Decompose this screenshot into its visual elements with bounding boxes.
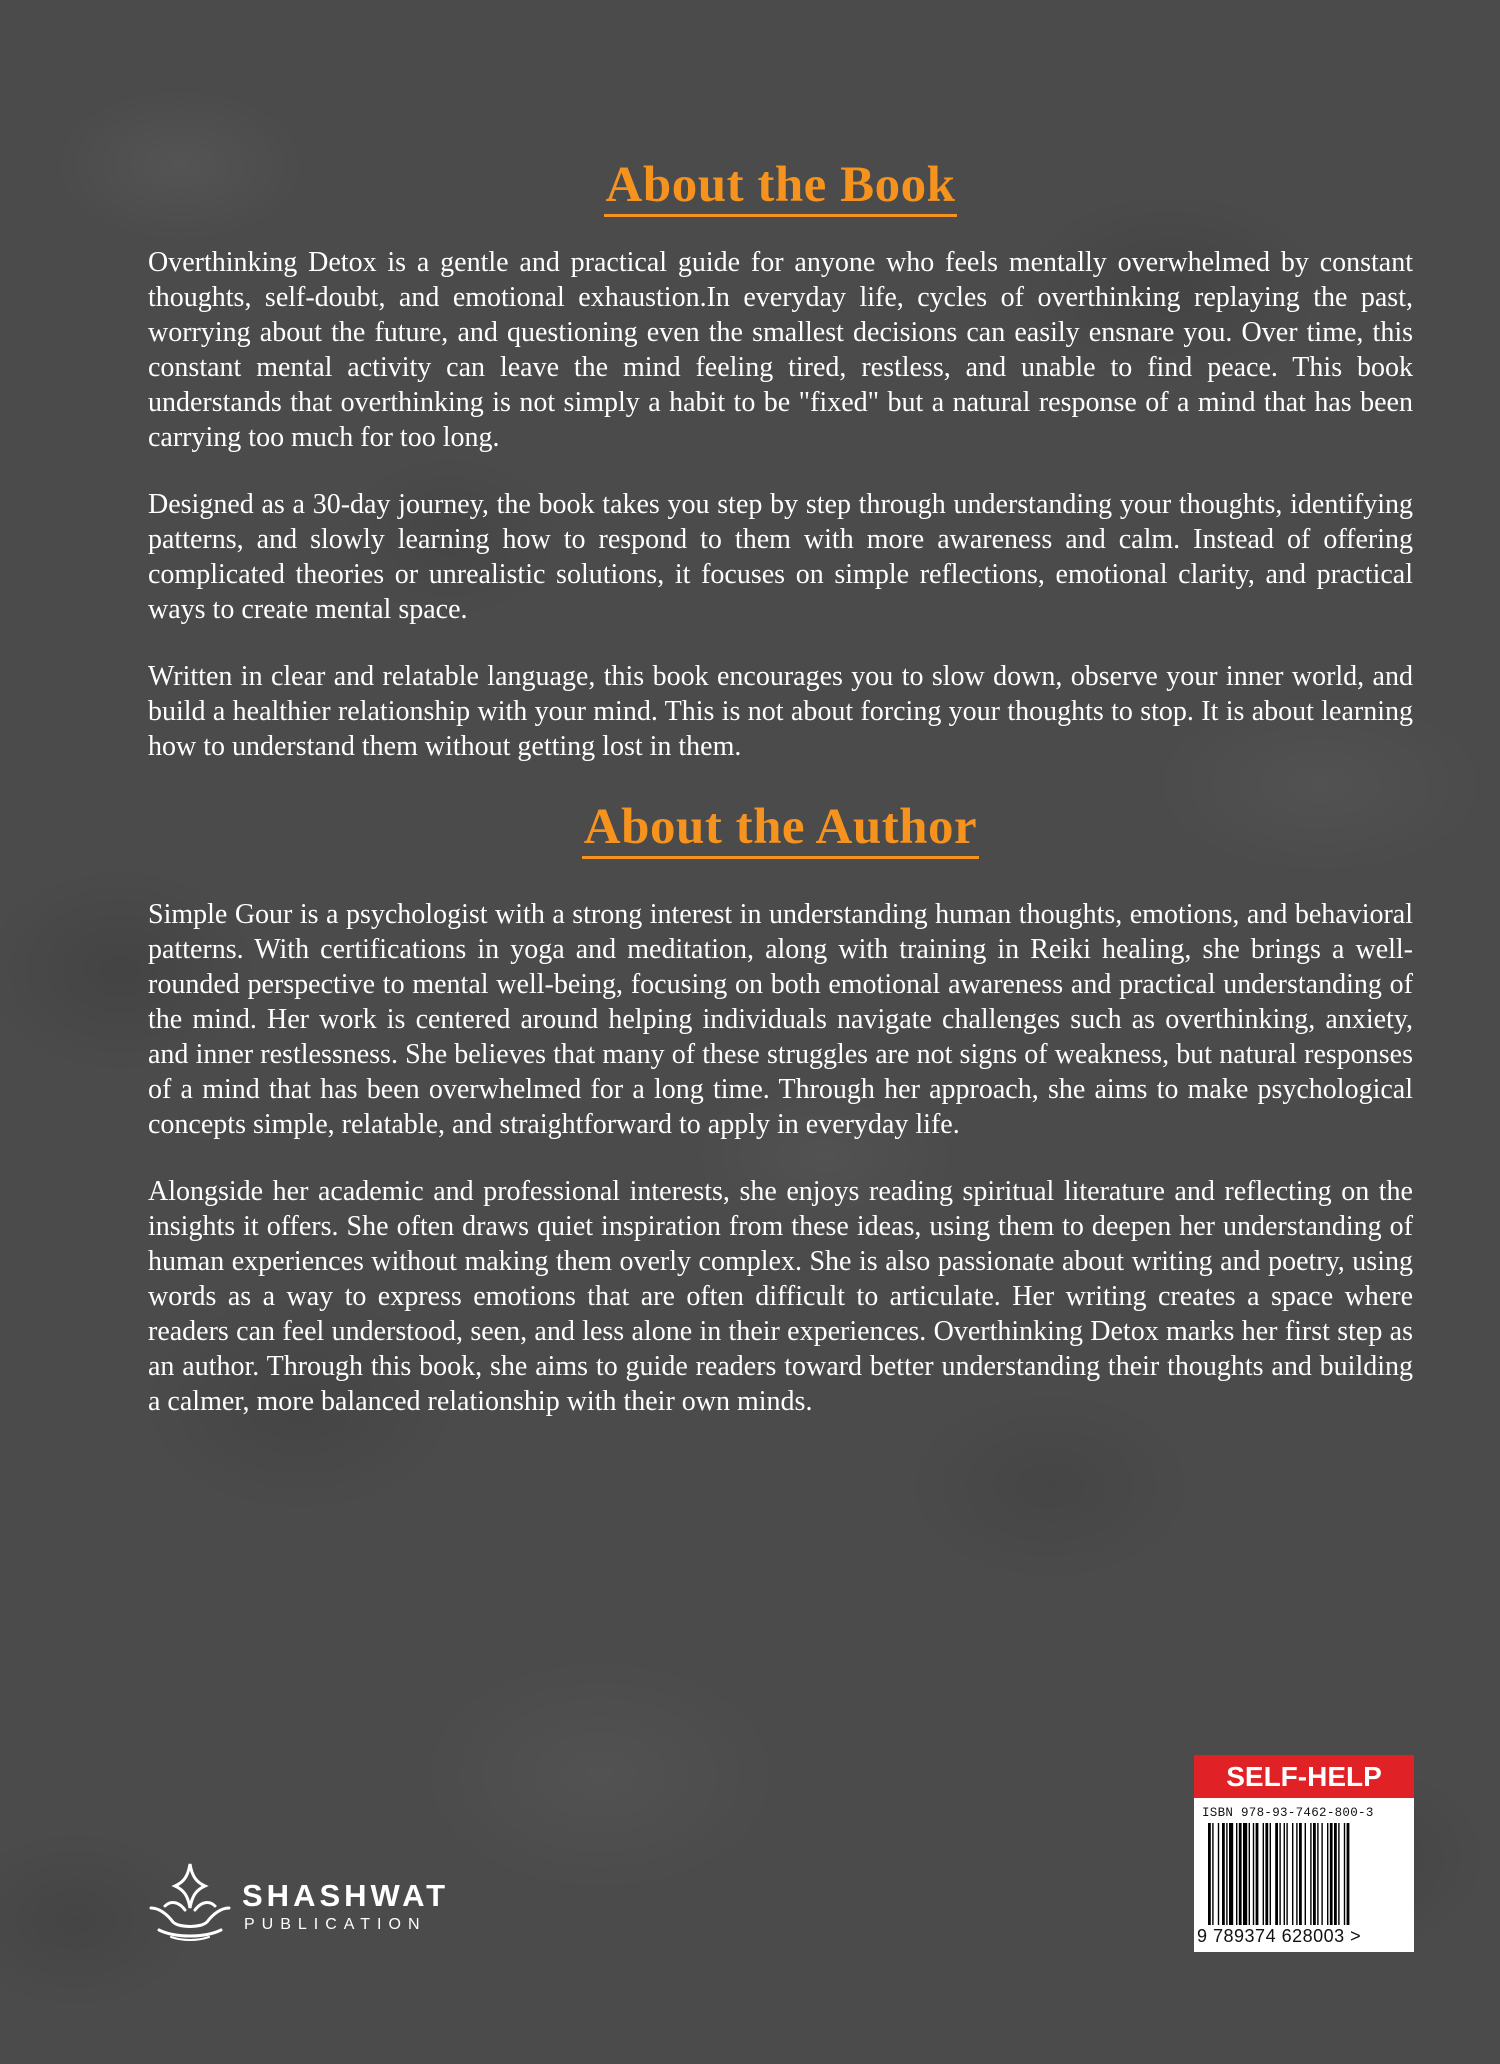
barcode-digits: 9 789374 628003 >	[1197, 1926, 1362, 1946]
about-author-paragraph-1: Simple Gour is a psychologist with a strong interest in understanding human thoughts, emotions, and behavioral patterns. With certifications in yoga and meditation, along with training in Reiki healing, she brings a well-rounded perspective to mental well-being, focusing on both emotional awareness and practical understanding of the mind. Her work is centered around helping individuals navigate challenges such as overthinking, anxiety, and inner restlessness. She believes that many of these struggles are not signs of weakness, but natural responses of a mind that has been overwhelmed for a long time. Through her approach, she aims to make psychological concepts simple, relatable, and straightforward to apply in everyday life.	[148, 899, 1413, 1140]
genre-label: SELF-HELP	[1194, 1755, 1414, 1798]
publisher-subtitle: PUBLICATION	[244, 1916, 427, 1933]
publisher-logo	[145, 1862, 495, 1942]
about-author-paragraph-2: Alongside her academic and professional interests, she enjoys reading spiritual literature and reflecting on the insights it offers. She often draws quiet inspiration from these ideas, using them to deepen her understanding of human experiences without making them overly complex. She is also passionate about writing and poetry, using words as a way to express emotions that are often difficult to articulate. Her writing creates a space where readers can feel understood, seen, and less alone in their experiences. Overthinking Detox marks her first step as an author. Through this book, she aims to guide readers toward better understanding their thoughts and building a calmer, more balanced relationship with their own minds.	[148, 1176, 1413, 1417]
about-book-paragraph-3: Written in clear and relatable language, this book encourages you to slow down, observe your inner world, and build a healthier relationship with your mind. This is not about forcing your thoughts to stop. It is about learning how to understand them without getting lost in them.	[148, 661, 1413, 762]
about-book-paragraph-2: Designed as a 30-day journey, the book takes you step by step through understanding your thoughts, identifying patterns, and slowly learning how to respond to them with more awareness and calm. Instead of offering complicated theories or unrealistic solutions, it focuses on simple reflections, emotional clarity, and practical ways to create mental space.	[148, 489, 1413, 625]
about-author-heading: About the Author	[148, 802, 1413, 859]
isbn-label: ISBN 978-93-7462-800-3	[1202, 1806, 1374, 1820]
back-cover-content	[148, 157, 1413, 1419]
lotus-star-icon	[145, 1862, 235, 1942]
publisher-name: SHASHWAT	[242, 1878, 450, 1913]
barcode-bars	[1208, 1823, 1394, 1925]
barcode-block	[1194, 1755, 1414, 1952]
about-book-paragraph-1: Overthinking Detox is a gentle and practical guide for anyone who feels mentally overwhelmed by constant thoughts, self-doubt, and emotional exhaustion.In everyday life, cycles of overthinking replaying the past, worrying about the future, and questioning even the smallest decisions can easily ensnare you. Over time, this constant mental activity can leave the mind feeling tired, restless, and unable to find peace. This book understands that overthinking is not simply a habit to be "fixed" but a natural response of a mind that has been carrying too much for too long.	[148, 247, 1413, 453]
about-book-heading: About the Book	[148, 160, 1413, 217]
